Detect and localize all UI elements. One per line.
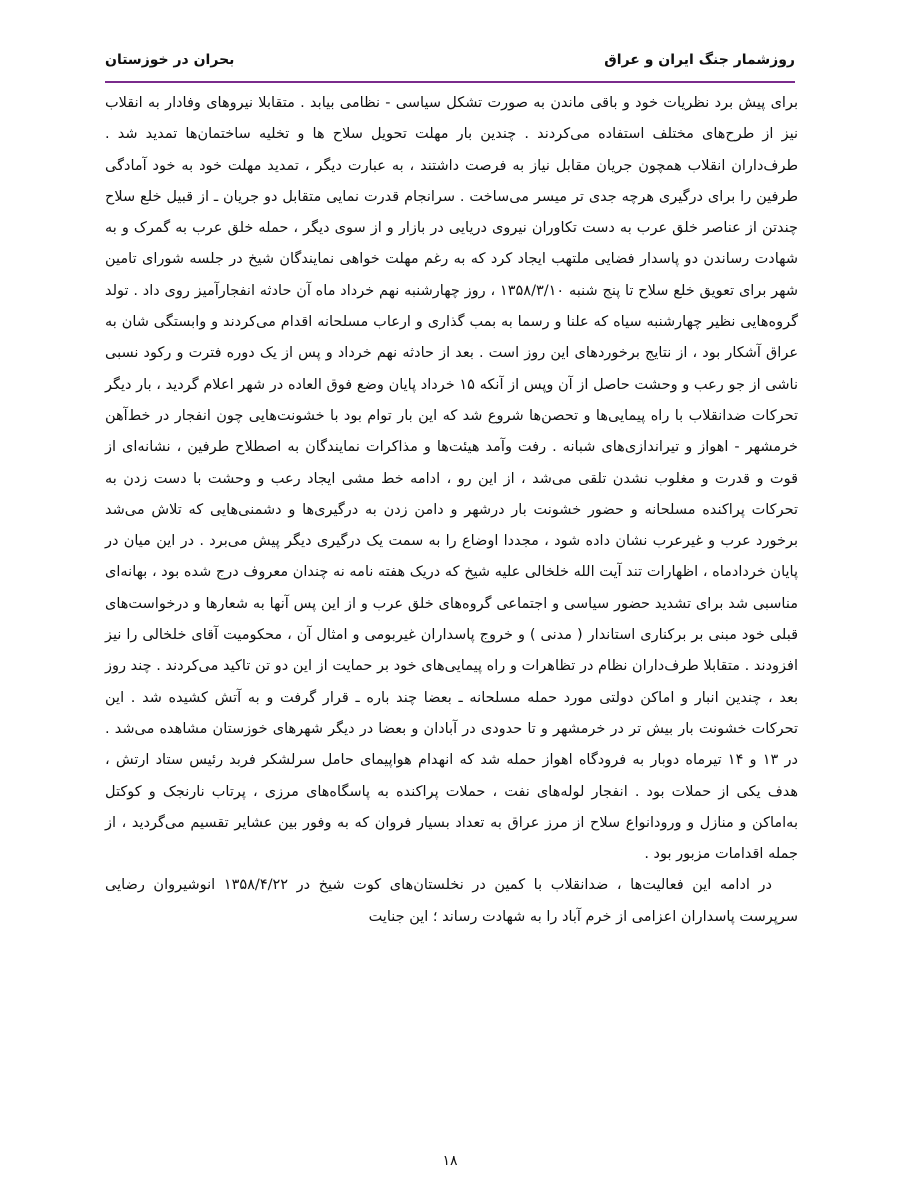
chapter-title: بحران در خوزستان: [105, 52, 235, 68]
body-text: [105, 88, 798, 933]
paragraph: برای پیش برد نظریات خود و باقی ماندن به صورت تشکل سیاسی - نظامی بیابد . متقابلا نیروهای وفادار به انقلاب نیز از طرح‌های مختلف استفاده می‌کردند . چندین بار مهلت تحویل سلاح ها و تخلیه ساختمان‌ها تمدید شد . طرف‌داران انقلاب همچون جریان مقابل نیاز به فرصت داشتند ، به عبارت دیگر ، تمدید مهلت خود به خود آمادگی طرفین را برای درگیری هرچه جدی تر میسر می‌ساخت . سرانجام قدرت نمایی متقابل دو جریان ـ از قبیل خلع سلاح چندتن از عناصر خلق عرب به دست تکاوران نیروی دریایی در بازار و از سوی دیگر ، حمله خلق عرب به گمرک و به شهادت رساندن دو پاسدار فضایی ملتهب ایجاد کرد که به رغم مهلت خواهی نمایندگان شیخ در جلسه شورای تامین شهر برای تعویق خلع سلاح تا پنج شنبه ۱۳۵۸/۳/۱۰ ، روز چهارشنبه نهم خرداد ماه آن حادثه انفجارآمیز روی داد . تولد گروه‌هایی نظیر چهارشنبه سیاه که علنا و رسما به بمب گذاری و ارعاب مسلحانه اقدام می‌کردند و وابستگی شان به عراق آشکار بود ، از نتایج برخوردهای این روز است . بعد از حادثه نهم خرداد و پس از یک دوره فترت و رکود نسبی ناشی از جو رعب و وحشت حاصل از آن وپس از آنکه ۱۵ خرداد پایان وضع فوق العاده در شهر اعلام گردید ، بار دیگر تحرکات ضدانقلاب با راه پیمایی‌ها و تحصن‌ها شروع شد که این بار توام بود با خشونت‌هایی چون انفجار در خط‌آهن خرمشهر - اهواز و تیراندازی‌های شبانه . رفت وآمد هیئت‌ها و مذاکرات نمایندگان به اصطلاح طرفین ، نشانه‌ای از قوت و قدرت و مغلوب نشدن تلقی می‌شد ، از این رو ، ادامه خط مشی ایجاد رعب و وحشت با دست زدن به تحرکات پراکنده مسلحانه و حضور خشونت بار درشهر و دامن زدن به درگیری‌ها و دشمنی‌هایی که تلاش می‌شد برخورد عرب و غیرعرب نشان داده شود ، مجددا اوضاع را به سمت یک درگیری دیگر پیش می‌برد . در این میان در پایان خردادماه ، اظهارات تند آیت الله خلخالی علیه شیخ که دریک هفته نامه نه چندان معروف درج شده بود ، بهانه‌ای مناسبی شد برای تشدید حضور سیاسی و اجتماعی گروه‌های خلق عرب و از این پس آنها به شعارها و درخواست‌های قبلی خود مبنی بر برکناری استاندار ( مدنی ) و خروج پاسداران غیربومی و امثال آن ، محکومیت آقای خلخالی را نیز افزودند . متقابلا طرف‌داران نظام در تظاهرات و راه پیمایی‌های خود بر حمایت از این دو تن تاکید می‌کردند . چند روز بعد ، چندین انبار و اماکن دولتی مورد حمله مسلحانه ـ بعضا چند باره ـ قرار گرفت و به آتش کشیده شد . این تحرکات خشونت بار بیش تر در خرمشهر و تا حدودی در آبادان و بعضا در دیگر شهرهای خوزستان مشاهده می‌شد . در ۱۳ و ۱۴ تیرماه دوبار به فرودگاه اهواز حمله شد که انهدام هواپیمای حامل سرلشکر فربد رئیس ستاد ارتش ، هدف یکی از حملات بود . انفجار لوله‌های نفت ، حملات پراکنده به پاسگاه‌های مرزی ، پرتاب نارنجک و کوکتل به‌اماکن و منازل و ورودانواع سلاح از مرز عراق به تعداد بسیار فروان که به وفور بین عشایر تقسیم می‌گردید ، از جمله اقدامات مزبور بود .: [105, 95, 798, 863]
page-header: [105, 44, 795, 78]
paragraph: در ادامه این فعالیت‌ها ، ضدانقلاب با کمین در نخلستان‌های کوت شیخ در ۱۳۵۸/۴/۲۲ انوشیروان رضایی سرپرست پاسداران اعزامی از خرم آباد را به شهادت رساند ؛ این جنایت: [105, 877, 798, 925]
book-title: روزشمار جنگ ایران و عراق: [604, 52, 795, 68]
header-divider: [105, 81, 795, 83]
page-number: ۱۸: [442, 1153, 458, 1169]
